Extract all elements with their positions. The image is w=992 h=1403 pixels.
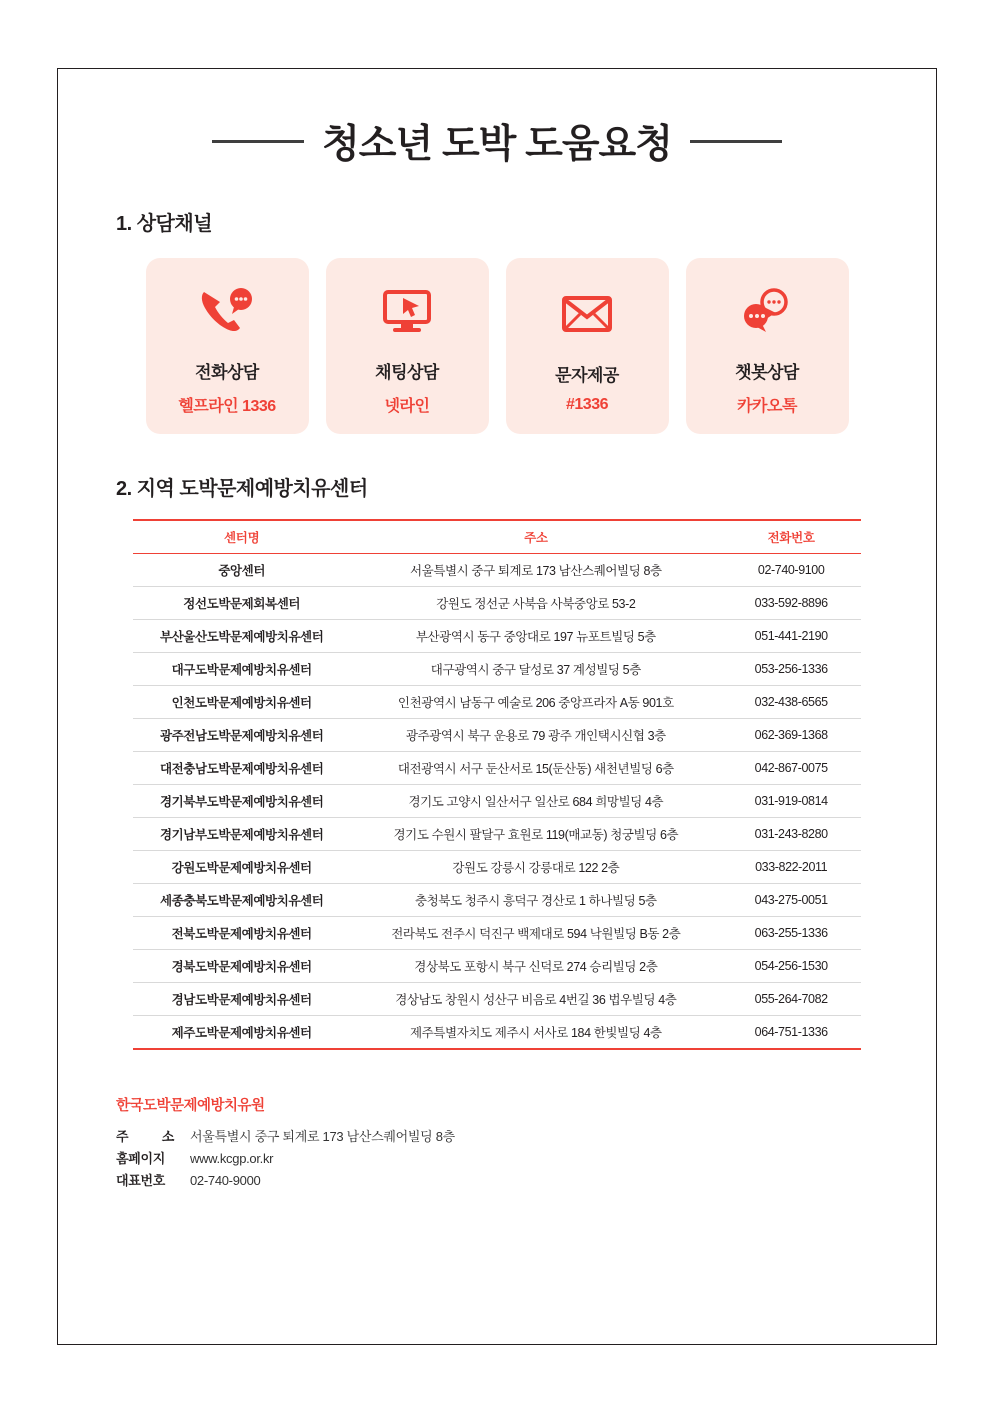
channel-title: 전화상담 (195, 363, 259, 382)
cell-center-tel: 032-438-6565 (721, 686, 861, 719)
channel-card-chatbot[interactable] (686, 258, 849, 434)
channel-subtitle: 넷라인 (384, 398, 430, 415)
cell-center-name: 경남도박문제예방치유센터 (133, 983, 350, 1016)
footer-tel-label: 대표번호 (116, 1173, 166, 1188)
cell-center-address: 인천광역시 남동구 예술로 206 중앙프라자 A동 901호 (350, 686, 721, 719)
cell-center-name: 부산울산도박문제예방치유센터 (133, 620, 350, 653)
cell-center-address: 충청북도 청주시 흥덕구 경산로 1 하나빌딩 5층 (350, 884, 721, 917)
table-row (133, 950, 861, 983)
table-header-row (133, 520, 861, 554)
cell-center-tel: 051-441-2190 (721, 620, 861, 653)
footer-organization: 한국도박문제예방치유원 (116, 1098, 265, 1114)
cell-center-tel: 055-264-7082 (721, 983, 861, 1016)
cell-center-name: 강원도박문제예방치유센터 (133, 851, 350, 884)
title-rule-right (690, 140, 782, 143)
table-row (133, 851, 861, 884)
table-row (133, 686, 861, 719)
column-header-address: 주소 (350, 520, 721, 554)
page-title: 청소년 도박 도움요청 (322, 123, 672, 166)
cell-center-tel: 053-256-1336 (721, 653, 861, 686)
cell-center-tel: 033-592-8896 (721, 587, 861, 620)
cell-center-name: 대전충남도박문제예방치유센터 (133, 752, 350, 785)
monitor-cursor-icon (379, 282, 435, 340)
centers-table-wrapper (133, 519, 861, 1050)
cell-center-tel: 064-751-1336 (721, 1016, 861, 1050)
channel-subtitle: #1336 (566, 395, 608, 413)
cell-center-address: 대구광역시 중구 달성로 37 계성빌딩 5층 (350, 653, 721, 686)
channel-card-phone[interactable] (146, 258, 309, 434)
table-row (133, 719, 861, 752)
footer-address-label-part-1: 주 (116, 1129, 129, 1144)
footer-address-value: 서울특별시 중구 퇴계로 173 남산스퀘어빌딩 8층 (190, 1129, 455, 1144)
phone-speech-icon (198, 282, 256, 340)
channel-subtitle: 카카오톡 (737, 398, 797, 415)
table-row (133, 983, 861, 1016)
chat-bubbles-icon (738, 282, 796, 340)
cell-center-address: 서울특별시 중구 퇴계로 173 남산스퀘어빌딩 8층 (350, 554, 721, 587)
document-page (57, 68, 937, 1345)
footer-homepage-value[interactable]: www.kcgp.or.kr (190, 1151, 274, 1166)
centers-table (133, 519, 861, 1050)
cell-center-name: 중앙센터 (133, 554, 350, 587)
cell-center-address: 강원도 강릉시 강릉대로 122 2층 (350, 851, 721, 884)
cell-center-address: 경기도 고양시 일산서구 일산로 684 희망빌딩 4층 (350, 785, 721, 818)
cell-center-address: 제주특별자치도 제주시 서사로 184 한빛빌딩 4층 (350, 1016, 721, 1050)
footer-tel-value: 02-740-9000 (190, 1173, 261, 1188)
footer-address-label-part-2: 소 (161, 1129, 174, 1144)
cell-center-name: 대구도박문제예방치유센터 (133, 653, 350, 686)
table-row (133, 752, 861, 785)
cell-center-name: 경기남부도박문제예방치유센터 (133, 818, 350, 851)
table-row (133, 884, 861, 917)
cell-center-tel: 042-867-0075 (721, 752, 861, 785)
footer-row-homepage (116, 1148, 936, 1167)
channel-card-list (58, 258, 936, 434)
channel-title: 문자제공 (555, 365, 619, 385)
footer-homepage-label: 홈페이지 (116, 1151, 166, 1166)
table-row (133, 587, 861, 620)
cell-center-address: 경상북도 포항시 북구 신덕로 274 승리빌딩 2층 (350, 950, 721, 983)
cell-center-tel: 031-919-0814 (721, 785, 861, 818)
cell-center-address: 전라북도 전주시 덕진구 백제대로 594 낙원빌딩 B동 2층 (350, 917, 721, 950)
table-row (133, 785, 861, 818)
section-heading-centers: 2. 지역 도박문제예방치유센터 (116, 478, 368, 500)
cell-center-name: 세종충북도박문제예방치유센터 (133, 884, 350, 917)
cell-center-tel: 033-822-2011 (721, 851, 861, 884)
document-title-row (58, 113, 936, 169)
table-row (133, 1016, 861, 1050)
cell-center-address: 부산광역시 동구 중앙대로 197 뉴포트빌딩 5층 (350, 620, 721, 653)
cell-center-address: 광주광역시 북구 운용로 79 광주 개인택시신협 3층 (350, 719, 721, 752)
cell-center-address: 경상남도 창원시 성산구 비음로 4번길 36 법우빌딩 4층 (350, 983, 721, 1016)
cell-center-address: 경기도 수원시 팔달구 효원로 119(매교동) 청궁빌딩 6층 (350, 818, 721, 851)
footer-row-address (116, 1126, 936, 1145)
channel-card-sms[interactable] (506, 258, 669, 434)
channel-title: 채팅상담 (375, 363, 439, 382)
cell-center-name: 경북도박문제예방치유센터 (133, 950, 350, 983)
table-row (133, 653, 861, 686)
column-header-name: 센터명 (133, 520, 350, 554)
table-row (133, 818, 861, 851)
section-heading-channels: 1. 상담채널 (116, 213, 213, 235)
title-rule-left (212, 140, 304, 143)
cell-center-tel: 02-740-9100 (721, 554, 861, 587)
channel-card-chat[interactable] (326, 258, 489, 434)
table-row (133, 917, 861, 950)
footer-contact-list (116, 1126, 936, 1189)
footer-row-tel (116, 1170, 936, 1189)
cell-center-tel: 054-256-1530 (721, 950, 861, 983)
cell-center-name: 인천도박문제예방치유센터 (133, 686, 350, 719)
table-row (133, 620, 861, 653)
footer-block (116, 1094, 936, 1189)
column-header-tel: 전화번호 (721, 520, 861, 554)
channel-subtitle: 헬프라인 1336 (178, 398, 276, 415)
cell-center-tel: 063-255-1336 (721, 917, 861, 950)
cell-center-tel: 031-243-8280 (721, 818, 861, 851)
cell-center-name: 경기북부도박문제예방치유센터 (133, 785, 350, 818)
cell-center-name: 정선도박문제회복센터 (133, 587, 350, 620)
cell-center-address: 강원도 정선군 사북읍 사북중앙로 53-2 (350, 587, 721, 620)
footer-address-label (116, 1126, 190, 1145)
envelope-icon (558, 285, 616, 343)
table-row (133, 554, 861, 587)
cell-center-name: 전북도박문제예방치유센터 (133, 917, 350, 950)
cell-center-name: 광주전남도박문제예방치유센터 (133, 719, 350, 752)
cell-center-name: 제주도박문제예방치유센터 (133, 1016, 350, 1050)
cell-center-tel: 062-369-1368 (721, 719, 861, 752)
cell-center-address: 대전광역시 서구 둔산서로 15(둔산동) 새천년빌딩 6층 (350, 752, 721, 785)
cell-center-tel: 043-275-0051 (721, 884, 861, 917)
channel-title: 챗봇상담 (735, 363, 799, 382)
